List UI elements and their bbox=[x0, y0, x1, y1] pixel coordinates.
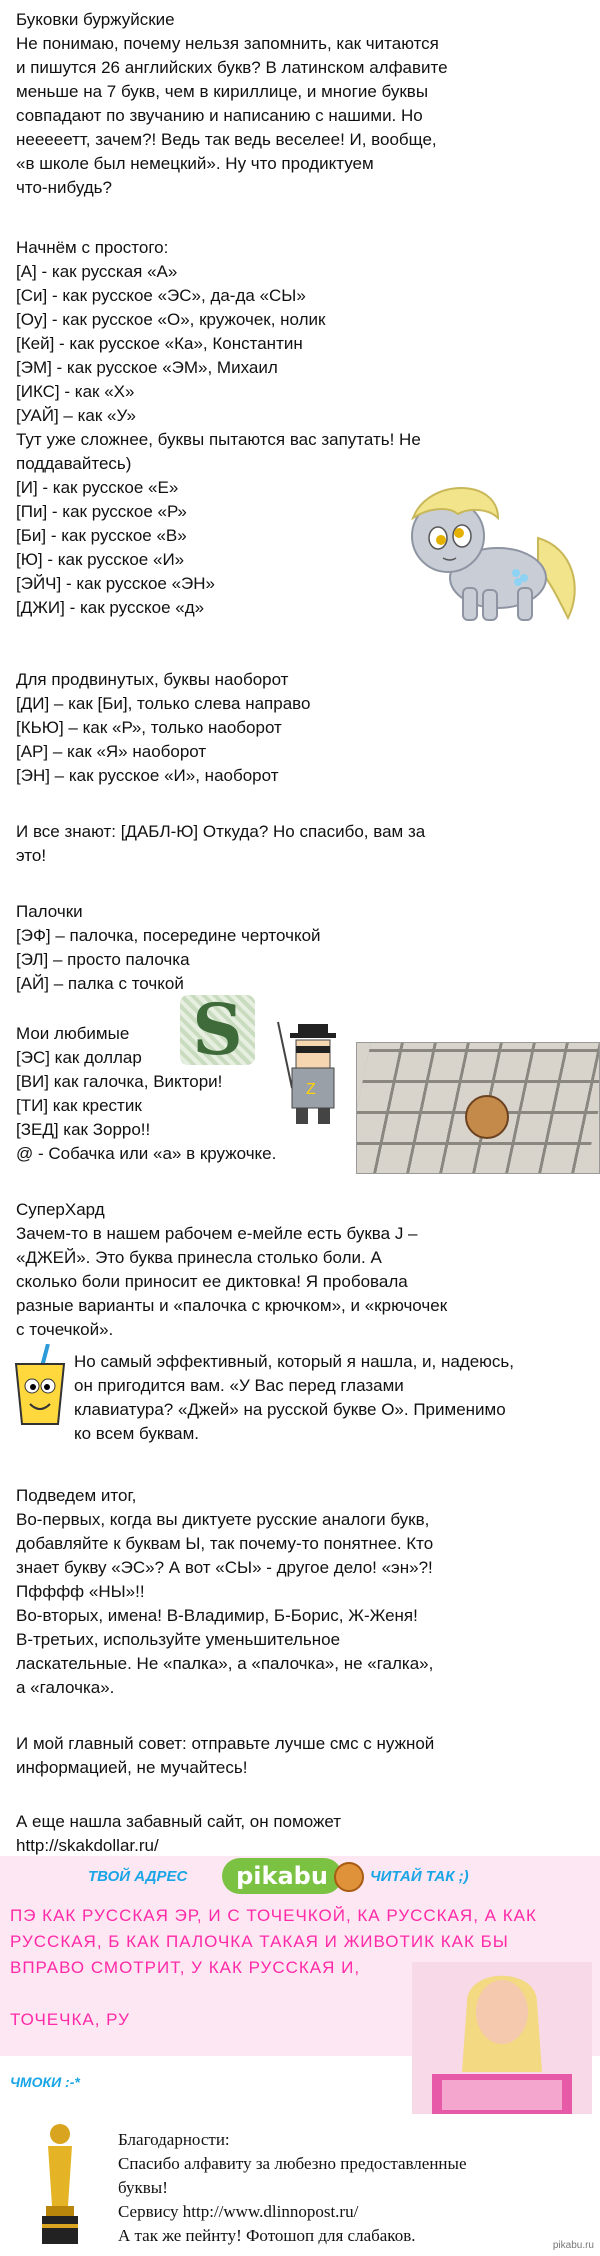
letter-rule: [ДЖИ] - как русское «д» bbox=[16, 598, 205, 617]
pikabu-bun-icon bbox=[334, 1862, 364, 1892]
paragraph-line: клавиатура? «Джей» на русской букве О». Применимо bbox=[74, 1400, 506, 1419]
paragraph-line: «ДЖЕЙ». Это буква принесла столько боли. А bbox=[16, 1248, 382, 1267]
section-heading: Подведем итог, bbox=[16, 1486, 137, 1505]
dollar-s-image: S bbox=[180, 995, 255, 1065]
banner-kiss: ЧМОКИ :-* bbox=[10, 2074, 80, 2090]
watermark: pikabu.ru bbox=[552, 2240, 594, 2251]
letter-rule: [Би] - как русское «В» bbox=[16, 526, 187, 545]
intro-line: Не понимаю, почему нельзя запомнить, как читаются bbox=[16, 34, 439, 53]
letter-rule: [АР] – как «Я» наоборот bbox=[16, 742, 207, 761]
intro-line: совпадают по звучанию и написанию с нашими. Но bbox=[16, 106, 423, 125]
paragraph-line: добавляйте к буквам Ы, так почему-то понятнее. Кто bbox=[16, 1534, 434, 1553]
thanks-heading: Благодарности: bbox=[118, 2130, 230, 2149]
banner-right-caption: ЧИТАЙ ТАК ;) bbox=[370, 1868, 469, 1885]
cup-smiley-illustration bbox=[10, 1344, 70, 1428]
banner-line: ВПРАВО СМОТРИТ, У КАК РУССКАЯ И, bbox=[10, 1958, 361, 1977]
paragraph-line: Зачем-то в нашем рабочем е-мейле есть буква J – bbox=[16, 1224, 418, 1243]
letter-rule: [Си] - как русское «ЭС», да-да «СЫ» bbox=[16, 286, 306, 305]
paragraph-line: знает букву «ЭС»? А вот «СЫ» - другое дело! «эн»?! bbox=[16, 1558, 433, 1577]
paragraph-line: Пфффф «НЫ»!! bbox=[16, 1582, 145, 1601]
section-heading: Для продвинутых, буквы наоборот bbox=[16, 670, 289, 689]
paragraph-line: И все знают: [ДАБЛ-Ю] Откуда? Но спасибо, вам за bbox=[16, 822, 426, 841]
paragraph-line: А еще нашла забавный сайт, он поможет bbox=[16, 1812, 342, 1831]
paragraph-line: сколько боли приносит ее диктовка! Я пробовала bbox=[16, 1272, 408, 1291]
keyboard-illustration bbox=[356, 1042, 600, 1174]
letter-rule: [ЭМ] - как русское «ЭМ», Михаил bbox=[16, 358, 278, 377]
letter-rule: [ЭЙЧ] - как русское «ЭН» bbox=[16, 574, 215, 593]
banner-line: ПЭ КАК РУССКАЯ ЭР, И С ТОЧЕЧКОЙ, КА РУССКАЯ, А КАК bbox=[10, 1906, 537, 1925]
zorro-z-letter: Z bbox=[306, 1081, 316, 1098]
paragraph-line: ко всем буквам. bbox=[74, 1424, 200, 1443]
girl-laptop-photo bbox=[412, 1962, 592, 2114]
letter-rule: [ТИ] как крестик bbox=[16, 1096, 142, 1115]
section-heading: СуперХард bbox=[16, 1200, 105, 1219]
intro-line: меньше на 7 букв, чем в кириллице, и многие буквы bbox=[16, 82, 429, 101]
paragraph-line: это! bbox=[16, 846, 47, 865]
letter-rule: [ЭН] – как русское «И», наоборот bbox=[16, 766, 279, 785]
paragraph-line: ласкательные. Не «палка», а «палочка», не «галка», bbox=[16, 1654, 434, 1673]
letter-rule: [ЭФ] – палочка, посередине черточкой bbox=[16, 926, 321, 945]
letter-rule: [ЭС] как доллар bbox=[16, 1048, 142, 1067]
paragraph-line: Во-вторых, имена! В-Владимир, Б-Борис, Ж-Женя! bbox=[16, 1606, 418, 1625]
letter-rule: [ИКС] - как «Х» bbox=[16, 382, 135, 401]
letter-rule: [ВИ] как галочка, Виктори! bbox=[16, 1072, 223, 1091]
letter-rule: @ - Собачка или «а» в кружочке. bbox=[16, 1144, 277, 1163]
letter-rule: [УАЙ] – как «У» bbox=[16, 406, 136, 425]
letter-rule: [ЗЕД] как Зорро!! bbox=[16, 1120, 151, 1139]
letter-rule: [А] - как русская «А» bbox=[16, 262, 178, 281]
banner-line: ТОЧЕЧКА, РУ bbox=[10, 2010, 130, 2029]
section-heading: Мои любимые bbox=[16, 1024, 130, 1043]
paragraph-line: разные варианты и «палочка с крючком», и «крючочек bbox=[16, 1296, 448, 1315]
oscar-statuette-image bbox=[30, 2120, 90, 2250]
zorro-illustration bbox=[270, 1018, 350, 1128]
site-link[interactable]: http://skakdollar.ru/ bbox=[16, 1836, 159, 1855]
intro-line: «в школе был немецкий». Ну что продиктуем bbox=[16, 154, 374, 173]
letter-rule: [КЬЮ] – как «Р», только наоборот bbox=[16, 718, 282, 737]
pony-illustration bbox=[388, 478, 588, 628]
letter-rule: [Кей] - как русское «Ка», Константин bbox=[16, 334, 303, 353]
thanks-line: буквы! bbox=[118, 2178, 168, 2197]
letter-rule: [АЙ] – палка с точкой bbox=[16, 974, 184, 993]
paragraph-line: поддавайтесь) bbox=[16, 454, 132, 473]
section-heading: Начнём с простого: bbox=[16, 238, 169, 257]
article-title: Буковки буржуйские bbox=[16, 10, 175, 29]
letter-rule: [ЭЛ] – просто палочка bbox=[16, 950, 190, 969]
banner-line: РУССКАЯ, Б КАК ПАЛОЧКА ТАКАЯ И ЖИВОТИК КАК БЫ bbox=[10, 1932, 509, 1951]
paragraph-line: с точечкой». bbox=[16, 1320, 114, 1339]
paragraph-line: Но самый эффективный, который я нашла, и, надеюсь, bbox=[74, 1352, 514, 1371]
thanks-line: Сервису http://www.dlinnopost.ru/ bbox=[118, 2202, 359, 2221]
paragraph-line: В-третьих, используйте уменьшительное bbox=[16, 1630, 341, 1649]
thanks-line: Спасибо алфавиту за любезно предоставленные bbox=[118, 2154, 467, 2173]
section-heading: Палочки bbox=[16, 902, 83, 921]
intro-line: нееееетт, зачем?! Ведь так ведь веселее! И, вообще, bbox=[16, 130, 437, 149]
letter-rule: [Пи] - как русское «Р» bbox=[16, 502, 187, 521]
thanks-line: А так же пейнту! Фотошоп для слабаков. bbox=[118, 2226, 416, 2245]
paragraph-line: а «галочка». bbox=[16, 1678, 115, 1697]
letter-rule: [Ю] - как русское «И» bbox=[16, 550, 185, 569]
paragraph-line: Тут уже сложнее, буквы пытаются вас запутать! Не bbox=[16, 430, 421, 449]
paragraph-line: он пригодится вам. «У Вас перед глазами bbox=[74, 1376, 404, 1395]
pikabu-logo: pikabu bbox=[222, 1858, 342, 1894]
letter-rule: [И] - как русское «Е» bbox=[16, 478, 179, 497]
paragraph-line: информацией, не мучайтесь! bbox=[16, 1758, 248, 1777]
letter-rule: [Оу] - как русское «О», кружочек, нолик bbox=[16, 310, 326, 329]
intro-line: и пишутся 26 английских букв? В латинском алфавите bbox=[16, 58, 448, 77]
banner-left-caption: ТВОЙ АДРЕС bbox=[88, 1868, 188, 1885]
paragraph-line: Во-первых, когда вы диктуете русские аналоги букв, bbox=[16, 1510, 430, 1529]
intro-line: что-нибудь? bbox=[16, 178, 112, 197]
paragraph-line: И мой главный совет: отправьте лучше смс с нужной bbox=[16, 1734, 435, 1753]
letter-rule: [ДИ] – как [Би], только слева направо bbox=[16, 694, 311, 713]
